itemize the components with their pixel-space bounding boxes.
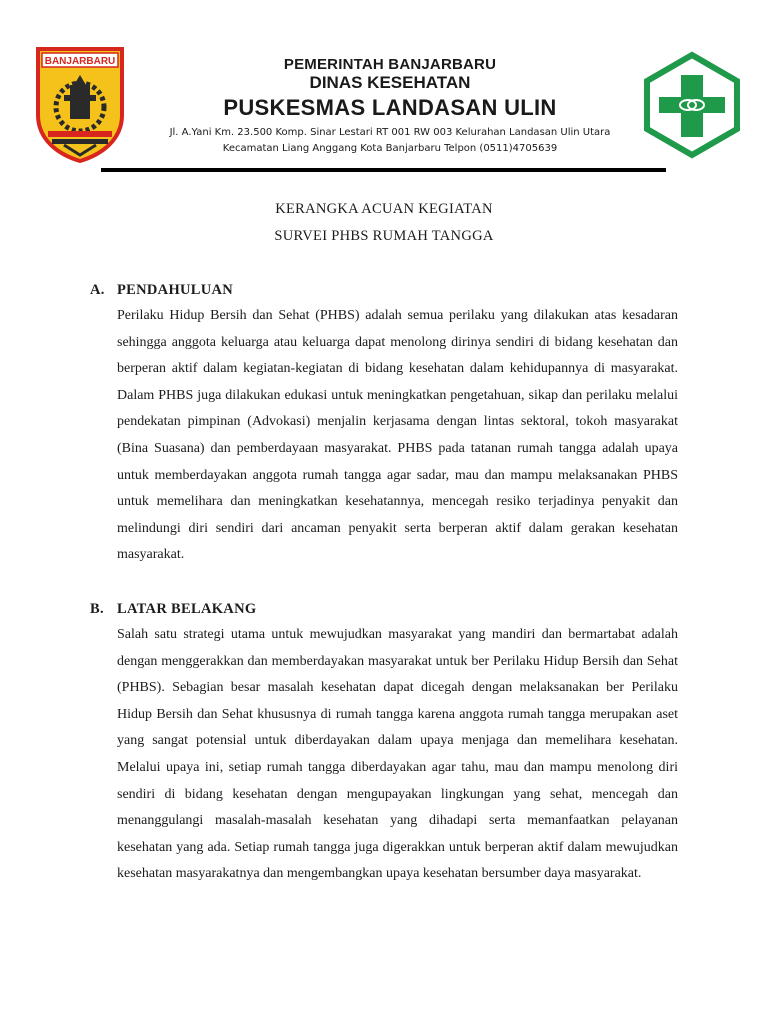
document-title: KERANGKA ACUAN KEGIATAN: [275, 201, 493, 217]
section-letter: A.: [90, 282, 105, 298]
address-line-2: Kecamatan Liang Anggang Kota Banjarbaru Telpon (0511)4705639: [222, 143, 558, 154]
section-heading-latar-belakang: [90, 601, 256, 618]
banjarbaru-crest-icon: [34, 45, 126, 163]
section-letter: B.: [90, 601, 104, 617]
government-name: PEMERINTAH BANJARBARU: [283, 56, 497, 73]
crest-label: BANJARBARU: [44, 56, 116, 67]
puskesmas-cross-icon: [643, 51, 741, 159]
section-heading-pendahuluan: [90, 282, 233, 299]
department-name: DINAS KESEHATAN: [309, 73, 471, 92]
header-divider: [101, 168, 666, 172]
section-title: PENDAHULUAN: [117, 282, 234, 298]
section-title: LATAR BELAKANG: [117, 601, 257, 617]
section-body-latar-belakang: Salah satu strategi utama untuk mewujudkan masyarakat yang mandiri dan bermartabat adalah dengan menggerakkan dan memberdayakan masyarakat untuk ber Perilaku Hidup Bersih dan Sehat (PHBS). Sebagian besar masalah kesehatan dapat dicegah dengan melaksanakan ber Perilaku Hidup Bersih dan Sehat khususnya di rumah tangga karena anggota rumah tangga merupakan aset yang sangat potensial untuk diberdayakan dalam upaya menjaga dan memelihara kesehatan. Melalui upaya ini, setiap rumah tangga diberdayakan agar tahu, mau dan mampu menolong diri sendiri di bidang kesehatan dengan mengupayakan lingkungan yang sehat, mencegah dan menanggulangi masalah-masalah kesehatan yang dihadapi serta memanfaatkan pelayanan kesehatan yang ada. Setiap rumah tangga juga digerakkan untuk berperan aktif dalam mewujudkan kesehatan masyarakatnya dan mengembangkan upaya kesehatan bersumber daya masyarakat.: [117, 627, 678, 882]
document-subtitle: SURVEI PHBS RUMAH TANGGA: [274, 228, 494, 244]
institution-name: PUSKESMAS LANDASAN ULIN: [223, 95, 557, 120]
section-body-pendahuluan: Perilaku Hidup Bersih dan Sehat (PHBS) adalah semua perilaku yang dilakukan atas kesadaran sehingga anggota keluarga atau keluarga dapat menolong dirinya sendiri di bidang kesehatan dan berperan aktif dalam kegiatan-kegiatan di bidang kesehatan dalam kehidupannya di masyarakat. Dalam PHBS juga dilakukan edukasi untuk meningkatkan pengetahuan, sikap dan perilaku melalui pendekatan pimpinan (Advokasi) menjalin kerjasama dengan lintas sektoral, tokoh masyarakat (Bina Suasana) dan pemberdayaan masyarakat. PHBS pada tatanan rumah tangga adalah upaya untuk memberdayakan anggota rumah tangga agar sadar, mau dan mampu melaksanakan PHBS untuk memelihara dan meningkatkan kesehatannya, mencegah resiko terjadinya penyakit dan melindungi diri sendiri dari ancaman penyakit serta berperan aktif dalam gerakan kesehatan masyarakat.: [117, 308, 678, 563]
address-line-1: Jl. A.Yani Km. 23.500 Komp. Sinar Lestari RT 001 RW 003 Kelurahan Landasan Ulin Utara: [169, 127, 611, 138]
